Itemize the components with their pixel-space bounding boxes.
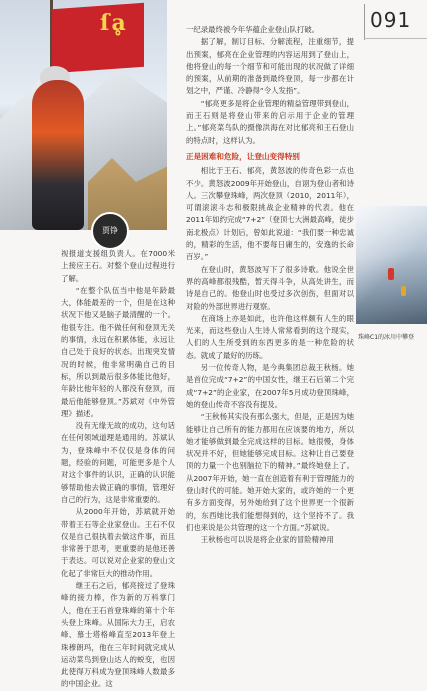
- red-flag: [52, 3, 144, 73]
- flag-text: ſḁ: [100, 10, 128, 36]
- paragraph: 据了解，制订目标、分解流程，注重细节，提出预案，郁亮在企业管理的内容运用到了登山上，他将登山的每一个细节和可能出现的状况做了详细的预案，从前期的准备到最终登顶，每一步都在计划之中，严谨、冷静得“令人发指”。: [186, 37, 354, 96]
- paragraph: 相比于王石、郁亮，黄怒波的传奇色彩一点也不少。黄怒波2009年开始登山，自诩为登山者和诗人。三次攀登珠峰，两次登顶（2010，2011年），可谓滚滚斗志和极限挑战企业精神的代表。他在2011年如约完成“7+2”（登顶七大洲最高峰，徒步南北极点）计划后，曾如此说道：“我们要一种忠诚的，精彩的生活，他不要每日庸生的，安逸的长命百岁。”: [186, 166, 354, 262]
- paragraph: 从2000年开始，苏斌就开始带着王石等企业家登山。王石不仅仅是自己很执着去做这件事，而且非常善于思考，更重要的是他还善于表达。可以说对企业家的登山文化起了非常巨大的推动作用。: [61, 507, 175, 578]
- paragraph: 在商场上亦是如此，也许他这样颇有人生的眼光来，而这些登山人生诗人常常看到的这个现实，人们的人生所受到的东西更多的是一种危险的状态。就成了最好的历练。: [186, 313, 354, 360]
- paragraph: 另一位传奇人物，是今典集团总裁王秋杨。她是首位完成“7+2”的中国女性，继王石后第二个完成“7+2”的企业家，在2007年5月成功登顶珠峰，她的登山传奇不容没有提及。: [186, 363, 354, 409]
- ice-highlight: [356, 206, 427, 324]
- paragraph: 没有无缘无故的成功，这句话在任何领域道理是通用的。苏斌认为，登珠峰中不仅仅是身体的问题，经验的问题，可能更多是个人对这个事件的认识，正确的认识能够帮助他去做正确的事情，管理好自己的行为，这是非常重要的。: [61, 421, 175, 504]
- paragraph: “在整个队伍当中他是年龄最大，体能最差的一个，但是在这种状况下他又是脑子最清醒的一个。他很专注。他不做任何和登顶无关的事情，永远在积累体能，永远让自己处于良好的状态。出现突发情况的时候，他非常明确自己的目标，所以到最后很多体能比他好，年龄比他年轻的人都没有登顶，而最后他能够登顶。”苏斌对《中外管理》描述。: [61, 285, 175, 418]
- left-column: [61, 248, 175, 691]
- paragraph: 在登山时，黄怒波写下了很多诗歌。他说全世界的高峰都很残酷，暂天得斗争，从高处讲生，而诗是自己的。他登山时也受过多次创伤，但面对以对险的外部世界进行观察。: [186, 264, 354, 311]
- middle-column: [186, 24, 354, 546]
- photo-name-badge: 贾铮: [91, 212, 129, 250]
- paragraph: 一纪录最终被今年华蕴企业登山队打破。: [186, 25, 320, 34]
- page-number: 091: [370, 8, 412, 32]
- summit-flag-photo: [0, 0, 167, 230]
- paragraph: 继王石之后，郁亮接过了登珠峰的接力棒，作为新的万科掌门人，他在王石首登珠峰的第十个年头登上珠峰。从国际大力王，启农峰、慕士塔格峰直至2013年登上珠穆朗玛，他在三年时间就完成从运动菜鸟到登山达人的蜕变，也因此使得万科成为登顶珠峰人数最多的中国企业。这: [61, 581, 175, 689]
- paragraph: 王秋杨也可以说是将企业家的冒险精神用: [200, 535, 334, 545]
- page-number-rule: [364, 4, 365, 40]
- glacier-climb-photo: [356, 206, 427, 324]
- paragraph: “王秋杨其实没有那么强大，但是，正是因为她能够让自己所有的能力都用在应该要的地方，所以她才能够做到最全完成这样的目标。她很慢，身体状况并不好，但她能够完成目标。这种让自己要登顶的力量一个也别脑拉下的精神。”最终她登上了。从2007年开始，她一直在创造着有利于管理能力的登山时代的可能。她开始大家的，或许她的一个更有多方面变得，另外她给到了这个世界更一个很新的，东西她比我们能想得到的，这个坚持不了。我们也来说是公共管理的这一个方面。”苏斌说。: [186, 412, 354, 532]
- page-number-rule-horizontal: [364, 38, 427, 39]
- climber-yellow: [401, 286, 406, 296]
- climber-figure: [32, 80, 84, 230]
- paragraph: “郁亮更多是将企业管理的精益管理带到登山，而王石则是将登山带来的启示用于企业的管理上。”郁亮菜鸟队的摄像洪海在对比郁亮和王石登山的特点时，这样认为。: [186, 98, 354, 145]
- photo-caption: 珠峰C1的冰川中攀登: [358, 334, 415, 341]
- section-heading: 正是困难和危险，让登山变得特别: [186, 151, 300, 161]
- climber-red: [388, 268, 394, 280]
- paragraph: 视报道支援组负责人。在7000米上接应王石。对整个登山过程进行了解。: [61, 249, 175, 283]
